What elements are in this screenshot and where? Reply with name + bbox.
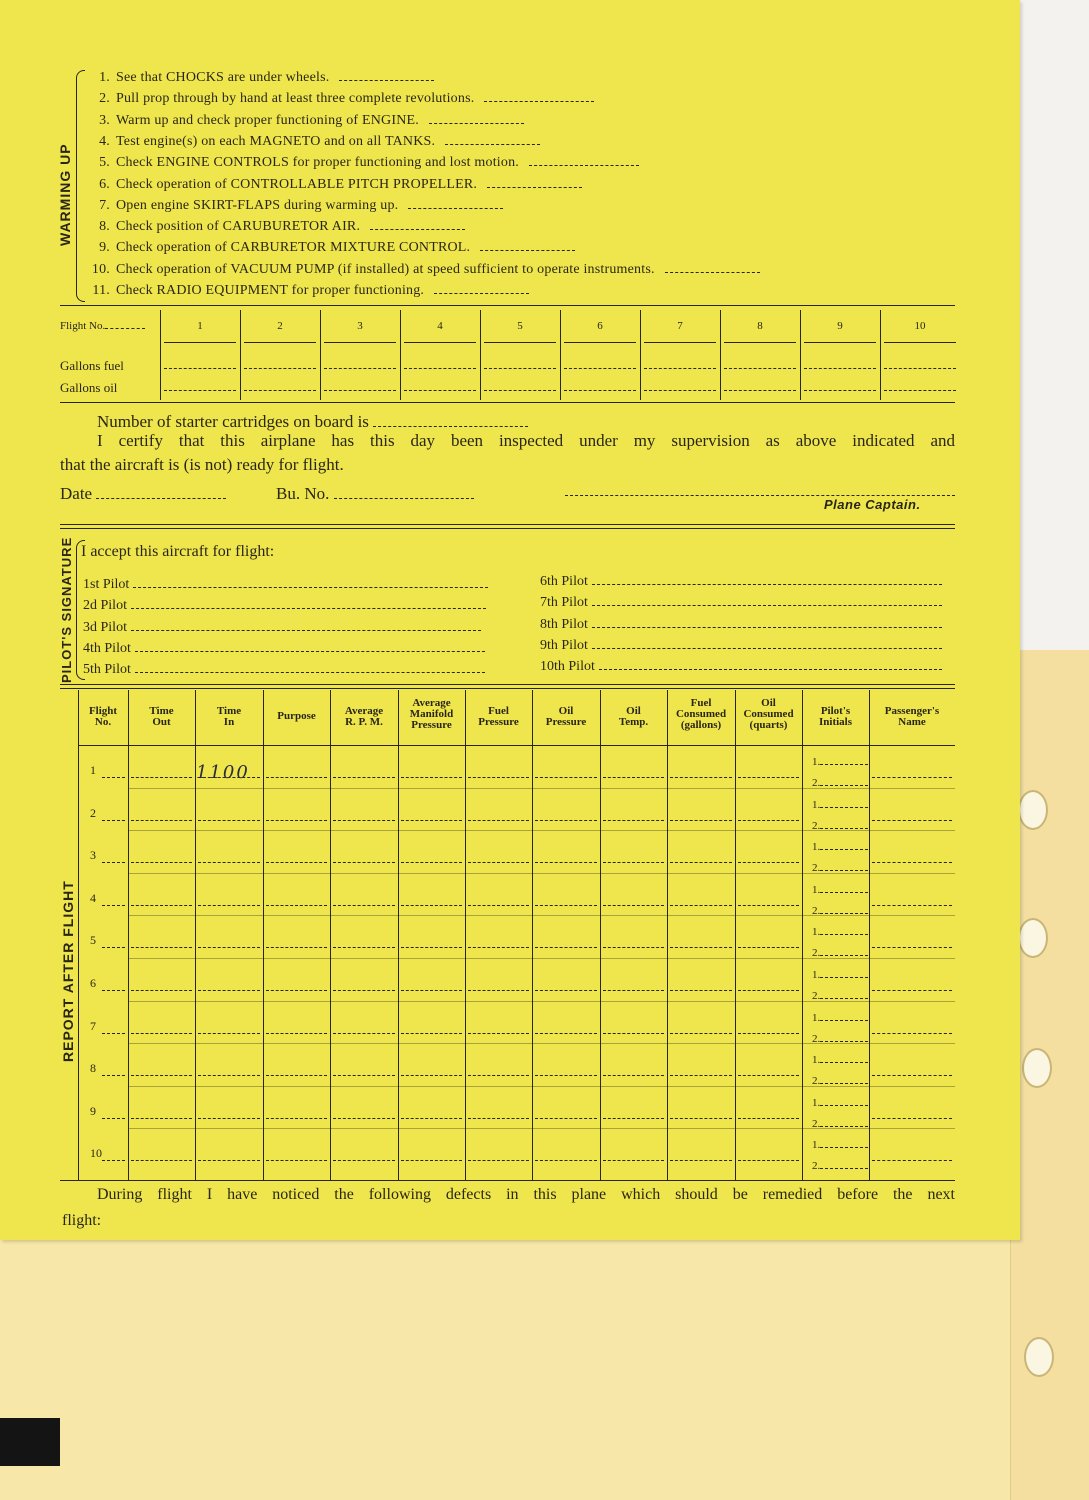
report-entry-field[interactable]: [670, 1075, 732, 1076]
report-entry-field[interactable]: [131, 947, 192, 948]
report-entry-field[interactable]: [738, 1033, 799, 1034]
report-column-header: Passenger's Name: [884, 705, 940, 728]
report-entry-field[interactable]: [401, 905, 462, 906]
report-entry-field[interactable]: [872, 1033, 952, 1034]
pilot-initials-slot[interactable]: 2.: [812, 1032, 868, 1045]
report-column-header: Fuel Pressure: [478, 705, 519, 728]
report-entry-field[interactable]: [102, 777, 125, 778]
punch-hole: [1022, 1048, 1052, 1088]
flight-column-header: 2: [277, 320, 283, 332]
report-entry-field[interactable]: [102, 1118, 125, 1119]
item-number: 4.: [99, 133, 110, 149]
report-column-header: Oil Pressure: [545, 705, 587, 728]
warming-up-item: [88, 177, 582, 193]
report-column-header: Average Manifold Pressure: [409, 697, 454, 731]
report-entry-field[interactable]: [333, 1118, 395, 1119]
report-entry-field[interactable]: [738, 947, 799, 948]
report-entry-field[interactable]: [266, 1118, 327, 1119]
report-entry-field[interactable]: [468, 1118, 529, 1119]
divider: [60, 305, 955, 306]
bu-no-field[interactable]: Bu. No.: [276, 484, 474, 504]
report-entry-field[interactable]: [198, 947, 260, 948]
punch-hole: [1018, 918, 1048, 958]
report-entry-field[interactable]: [102, 1160, 125, 1161]
checkbox-line[interactable]: [484, 91, 594, 102]
flight-column-header: 4: [437, 320, 443, 332]
report-entry-field[interactable]: [266, 777, 327, 778]
pilot-signature-field[interactable]: 4th Pilot: [83, 639, 485, 657]
report-entry-field[interactable]: [670, 862, 732, 863]
punch-hole: [1024, 1337, 1054, 1377]
black-marker: [0, 1418, 60, 1466]
report-entry-field[interactable]: [738, 990, 799, 991]
report-entry-field[interactable]: [468, 905, 529, 906]
report-entry-field[interactable]: [131, 1118, 192, 1119]
punch-hole: [1018, 790, 1048, 830]
report-column-header: Pilot's Initials: [818, 705, 852, 728]
handwritten-time-in: 1100: [196, 762, 250, 783]
warming-up-item: [88, 155, 639, 171]
report-entry-field[interactable]: [198, 862, 260, 863]
report-entry-field[interactable]: [198, 1075, 260, 1076]
pilot-signature-field[interactable]: 9th Pilot: [540, 636, 942, 654]
fuel-entry-field[interactable]: [564, 368, 636, 369]
report-column-header: Time Out: [149, 705, 174, 728]
report-entry-field[interactable]: [468, 990, 529, 991]
item-number: 7.: [99, 197, 110, 213]
report-entry-field[interactable]: [266, 990, 327, 991]
report-entry-field[interactable]: [872, 1075, 952, 1076]
defects-line-2: flight:: [62, 1212, 102, 1229]
flight-column-header: 10: [914, 320, 926, 332]
report-entry-field[interactable]: [603, 820, 664, 821]
plane-captain-label: Plane Captain.: [824, 497, 921, 512]
item-number: 9.: [99, 240, 110, 256]
report-row-number: 5: [90, 933, 96, 948]
report-entry-field[interactable]: [670, 990, 732, 991]
warming-up-item: [88, 262, 760, 278]
report-entry-field[interactable]: [872, 1160, 952, 1161]
warming-up-item: [88, 198, 503, 214]
fuel-entry-field[interactable]: [324, 390, 396, 391]
date-field[interactable]: Date: [60, 484, 226, 504]
report-entry-field[interactable]: [198, 1118, 260, 1119]
report-column-line: [398, 690, 399, 1180]
item-text: Test engine(s) on each MAGNETO and on all TANKS.: [116, 133, 436, 149]
report-entry-field[interactable]: [102, 1033, 125, 1034]
pilot-signature-field[interactable]: 6th Pilot: [540, 572, 942, 590]
report-entry-field[interactable]: [872, 862, 952, 863]
report-entry-field[interactable]: [131, 820, 192, 821]
report-entry-field[interactable]: [333, 1075, 395, 1076]
fuel-entry-field[interactable]: [404, 390, 476, 391]
report-entry-field[interactable]: [131, 905, 192, 906]
report-entry-field[interactable]: [468, 947, 529, 948]
report-entry-field[interactable]: [670, 777, 732, 778]
report-row-number: 7: [90, 1018, 96, 1033]
item-number: 11.: [92, 283, 110, 298]
certify-line-2: that the aircraft is (is not) ready for flight.: [60, 455, 344, 474]
flight-column-header: 6: [597, 320, 603, 332]
item-text: Check operation of CONTROLLABLE PITCH PROPELLER.: [116, 176, 478, 192]
report-entry-field[interactable]: [401, 1033, 462, 1034]
report-column-line: [802, 690, 803, 1180]
report-entry-field[interactable]: [401, 1118, 462, 1119]
fuel-entry-field[interactable]: [804, 390, 876, 391]
report-entry-field[interactable]: [333, 947, 395, 948]
report-column-line: [78, 690, 79, 1180]
pilot-initials-slot[interactable]: 1.: [812, 1138, 868, 1151]
report-entry-field[interactable]: [198, 905, 260, 906]
divider: [60, 524, 955, 525]
flight-column-header: 9: [837, 320, 843, 332]
report-column-line: [600, 690, 601, 1180]
report-entry-field[interactable]: [535, 1075, 597, 1076]
pilot-signature-field[interactable]: 8th Pilot: [540, 615, 942, 633]
item-text: Check ENGINE CONTROLS for proper functioning and lost motion.: [116, 155, 519, 171]
report-entry-field[interactable]: [266, 947, 327, 948]
fuel-entry-field[interactable]: [244, 368, 316, 369]
report-entry-field[interactable]: [738, 905, 799, 906]
report-entry-field[interactable]: [468, 777, 529, 778]
fuel-entry-field[interactable]: [164, 390, 236, 391]
fuel-entry-field[interactable]: [884, 368, 956, 369]
fuel-oil-table: [60, 310, 955, 400]
fuel-entry-field[interactable]: [324, 368, 396, 369]
report-entry-field[interactable]: [198, 820, 260, 821]
report-entry-field[interactable]: [468, 820, 529, 821]
report-entry-field[interactable]: [333, 862, 395, 863]
item-text: Warm up and check proper functioning of ENGINE.: [116, 112, 419, 128]
report-entry-field[interactable]: [603, 862, 664, 863]
report-entry-field[interactable]: [468, 1160, 529, 1161]
pilot-signature-field[interactable]: 3d Pilot: [83, 618, 481, 636]
pilot-initials-slot[interactable]: 2.: [812, 861, 868, 874]
flight-column-header: 5: [517, 320, 523, 332]
report-entry-field[interactable]: [535, 1160, 597, 1161]
item-number: 2.: [99, 91, 110, 107]
report-entry-field[interactable]: [535, 905, 597, 906]
pilot-initials-slot[interactable]: 1.: [812, 1053, 868, 1066]
report-row-number: 10: [90, 1146, 102, 1161]
pilot-signature-field[interactable]: 1st Pilot: [83, 575, 488, 593]
report-row-number: 9: [90, 1103, 96, 1118]
report-after-flight-table: [78, 690, 955, 1180]
report-column-line: [263, 690, 264, 1180]
fuel-entry-field[interactable]: [484, 390, 556, 391]
report-entry-field[interactable]: [266, 905, 327, 906]
fuel-entry-field[interactable]: [404, 368, 476, 369]
report-entry-field[interactable]: [670, 1160, 732, 1161]
fuel-entry-field[interactable]: [724, 390, 796, 391]
report-entry-field[interactable]: [131, 1160, 192, 1161]
report-column-header: Fuel Consumed (gallons): [675, 697, 727, 731]
report-entry-field[interactable]: [738, 820, 799, 821]
report-row-number: 4: [90, 890, 96, 905]
pilot-initials-slot[interactable]: 2.: [812, 1159, 868, 1172]
checkbox-line[interactable]: [408, 198, 503, 209]
fuel-entry-field[interactable]: [724, 368, 796, 369]
flight-column-header: 8: [757, 320, 763, 332]
report-entry-field[interactable]: [401, 1160, 462, 1161]
report-entry-field[interactable]: [535, 777, 597, 778]
report-entry-field[interactable]: [738, 1075, 799, 1076]
gallons-oil-label: Gallons oil: [60, 380, 118, 395]
checkbox-line[interactable]: [487, 177, 582, 188]
pilot-initials-slot[interactable]: 1.: [812, 755, 868, 768]
warming-up-bracket: [76, 70, 85, 302]
checkbox-line[interactable]: [434, 283, 529, 294]
warming-up-item: [88, 219, 465, 235]
report-column-header: Flight No.: [88, 705, 118, 728]
report-entry-field[interactable]: [333, 990, 395, 991]
report-entry-field[interactable]: [603, 1075, 664, 1076]
report-entry-field[interactable]: [198, 990, 260, 991]
report-column-header: Average R. P. M.: [344, 705, 384, 728]
report-entry-field[interactable]: [102, 820, 125, 821]
fuel-entry-field[interactable]: [644, 368, 716, 369]
report-column-line: [128, 690, 129, 1180]
report-entry-field[interactable]: [535, 862, 597, 863]
report-entry-field[interactable]: [266, 820, 327, 821]
pilot-initials-slot[interactable]: 2.: [812, 904, 868, 917]
flight-column-header: 3: [357, 320, 363, 332]
pilots-signature-label: PILOT'S SIGNATURE: [59, 536, 74, 683]
report-entry-field[interactable]: [872, 947, 952, 948]
item-text: Check position of CARUBURETOR AIR.: [116, 219, 361, 235]
item-text: Check operation of CARBURETOR MIXTURE CONTROL.: [116, 240, 471, 256]
pilot-initials-slot[interactable]: 1.: [812, 798, 868, 811]
pilot-initials-slot[interactable]: 1.: [812, 968, 868, 981]
item-text: See that CHOCKS are under wheels.: [116, 70, 330, 85]
report-entry-field[interactable]: [266, 862, 327, 863]
checkbox-line[interactable]: [429, 113, 524, 124]
report-entry-field[interactable]: [738, 1160, 799, 1161]
report-entry-field[interactable]: [535, 1118, 597, 1119]
report-entry-field[interactable]: [872, 990, 952, 991]
report-entry-field[interactable]: [266, 1033, 327, 1034]
report-entry-field[interactable]: [670, 820, 732, 821]
certify-line-1: I certify that this airplane has this day been inspected under my supervision as above indicated and: [97, 431, 955, 450]
report-entry-field[interactable]: [198, 1160, 260, 1161]
report-entry-field[interactable]: [401, 990, 462, 991]
report-entry-field[interactable]: [401, 820, 462, 821]
gallons-fuel-label: Gallons fuel: [60, 358, 124, 373]
report-row-number: 1: [90, 763, 96, 777]
report-entry-field[interactable]: [401, 777, 462, 778]
report-entry-field[interactable]: [401, 862, 462, 863]
divider: [60, 688, 955, 689]
fuel-entry-field[interactable]: [884, 390, 956, 391]
pilot-initials-slot[interactable]: 2.: [812, 989, 868, 1002]
report-entry-field[interactable]: [872, 777, 952, 778]
warming-up-item: [88, 91, 594, 107]
pilot-signature-field[interactable]: 10th Pilot: [540, 657, 942, 675]
report-column-header: Time In: [216, 705, 242, 728]
report-entry-field[interactable]: [131, 1075, 192, 1076]
report-entry-field[interactable]: [102, 905, 125, 906]
pilot-initials-slot[interactable]: 1.: [812, 1096, 868, 1109]
pilot-signature-field[interactable]: 5th Pilot: [83, 660, 485, 678]
report-entry-field[interactable]: [603, 990, 664, 991]
report-entry-field[interactable]: [131, 1033, 192, 1034]
background-strip: [1020, 0, 1089, 650]
divider: [60, 402, 955, 403]
pilot-initials-slot[interactable]: 2.: [812, 819, 868, 832]
report-entry-field[interactable]: [333, 820, 395, 821]
report-column-header: Purpose: [277, 710, 316, 722]
report-column-line: [667, 690, 668, 1180]
pilot-initials-slot[interactable]: 2.: [812, 1117, 868, 1130]
pilot-initials-slot[interactable]: 1.: [812, 840, 868, 853]
item-number: 6.: [99, 176, 110, 192]
report-entry-field[interactable]: [468, 1075, 529, 1076]
checkbox-line[interactable]: [529, 155, 639, 166]
warming-up-label: WARMING UP: [57, 143, 73, 246]
pilot-initials-slot[interactable]: 2.: [812, 1074, 868, 1087]
report-entry-field[interactable]: [670, 1033, 732, 1034]
report-entry-field[interactable]: [468, 1033, 529, 1034]
report-entry-field[interactable]: [102, 1075, 125, 1076]
item-text: Check operation of VACUUM PUMP (if installed) at speed sufficient to operate instruments.: [116, 261, 655, 277]
pilot-signature-field[interactable]: 2d Pilot: [83, 596, 486, 614]
report-entry-field[interactable]: [670, 905, 732, 906]
report-column-line: [330, 690, 331, 1180]
pilot-initials-slot[interactable]: 2.: [812, 946, 868, 959]
item-number: 5.: [99, 155, 110, 171]
item-text: Open engine SKIRT-FLAPS during warming up.: [116, 197, 399, 213]
report-entry-field[interactable]: [603, 777, 664, 778]
pilot-initials-slot[interactable]: 1.: [812, 1011, 868, 1024]
item-text: Pull prop through by hand at least three complete revolutions.: [116, 91, 475, 107]
report-entry-field[interactable]: [603, 1118, 664, 1119]
report-entry-field[interactable]: [333, 905, 395, 906]
warming-up-item: [88, 283, 529, 299]
report-entry-field[interactable]: [333, 777, 395, 778]
pilot-initials-slot[interactable]: 1.: [812, 883, 868, 896]
report-entry-field[interactable]: [102, 947, 125, 948]
report-entry-field[interactable]: [872, 1118, 952, 1119]
report-after-flight-label: REPORT AFTER FLIGHT: [60, 880, 76, 1062]
item-number: 3.: [99, 112, 110, 128]
report-entry-field[interactable]: [401, 1075, 462, 1076]
report-entry-field[interactable]: [603, 947, 664, 948]
item-number: 8.: [99, 219, 110, 235]
report-entry-field[interactable]: [535, 947, 597, 948]
report-entry-field[interactable]: [670, 1118, 732, 1119]
fuel-entry-field[interactable]: [244, 390, 316, 391]
divider: [60, 528, 955, 529]
warming-up-item: [88, 70, 434, 86]
report-column-header: Oil Consumed (quarts): [743, 697, 794, 731]
divider: [60, 684, 955, 685]
report-entry-field[interactable]: [266, 1160, 327, 1161]
defects-line-1: During flight I have noticed the following defects in this plane which should be remedied before the next: [97, 1186, 955, 1203]
warming-up-item: [88, 113, 524, 129]
report-entry-field[interactable]: [535, 820, 597, 821]
report-entry-field[interactable]: [603, 905, 664, 906]
report-entry-field[interactable]: [401, 947, 462, 948]
report-entry-field[interactable]: [266, 1075, 327, 1076]
report-entry-field[interactable]: [738, 862, 799, 863]
flight-no-label: Flight No.: [60, 320, 145, 332]
report-column-line: [869, 690, 870, 1180]
pilot-signature-field[interactable]: 7th Pilot: [540, 593, 942, 611]
report-column-header: Oil Temp.: [618, 705, 649, 728]
checkbox-line[interactable]: [665, 262, 760, 273]
fuel-entry-field[interactable]: [564, 390, 636, 391]
checkbox-line[interactable]: [480, 240, 575, 251]
report-entry-field[interactable]: [131, 777, 192, 778]
checkbox-line[interactable]: [339, 70, 434, 81]
accept-aircraft-text: I accept this aircraft for flight:: [81, 543, 275, 560]
flight-column-header: 7: [677, 320, 683, 332]
report-entry-field[interactable]: [468, 862, 529, 863]
fuel-entry-field[interactable]: [804, 368, 876, 369]
fuel-entry-field[interactable]: [644, 390, 716, 391]
pilot-initials-slot[interactable]: 1.: [812, 925, 868, 938]
pilot-initials-slot[interactable]: 2.: [812, 776, 868, 789]
checkbox-line[interactable]: [445, 134, 540, 145]
report-entry-field[interactable]: [535, 990, 597, 991]
report-entry-field[interactable]: [872, 820, 952, 821]
report-entry-field[interactable]: [198, 1033, 260, 1034]
report-entry-field[interactable]: [131, 862, 192, 863]
report-entry-field[interactable]: [102, 862, 125, 863]
report-entry-field[interactable]: [333, 1033, 395, 1034]
report-entry-field[interactable]: [102, 990, 125, 991]
report-entry-field[interactable]: [738, 1118, 799, 1119]
report-entry-field[interactable]: [603, 1033, 664, 1034]
report-column-line: [532, 690, 533, 1180]
report-column-line: [735, 690, 736, 1180]
report-entry-field[interactable]: [670, 947, 732, 948]
report-row-number: 2: [90, 805, 96, 820]
report-entry-field[interactable]: [872, 905, 952, 906]
item-text: Check RADIO EQUIPMENT for proper functioning.: [116, 283, 425, 298]
report-row-number: 3: [90, 848, 96, 863]
report-column-line: [465, 690, 466, 1180]
report-row-number: 6: [90, 976, 96, 990]
warming-up-item: [88, 240, 575, 256]
item-number: 1.: [99, 70, 110, 85]
report-row-number: 8: [90, 1061, 96, 1076]
fuel-entry-field[interactable]: [164, 368, 236, 369]
report-entry-field[interactable]: [603, 1160, 664, 1161]
warming-up-item: [88, 134, 540, 150]
flight-column-header: 1: [197, 320, 203, 332]
checkbox-line[interactable]: [370, 219, 465, 230]
divider: [60, 1180, 955, 1181]
fuel-entry-field[interactable]: [484, 368, 556, 369]
starter-cartridges-line: Number of starter cartridges on board is: [97, 412, 528, 432]
report-entry-field[interactable]: [131, 990, 192, 991]
report-entry-field[interactable]: [333, 1160, 395, 1161]
item-number: 10.: [91, 261, 110, 277]
report-entry-field[interactable]: [738, 777, 799, 778]
report-entry-field[interactable]: [535, 1033, 597, 1034]
plane-captain-signature-line[interactable]: [565, 483, 955, 496]
